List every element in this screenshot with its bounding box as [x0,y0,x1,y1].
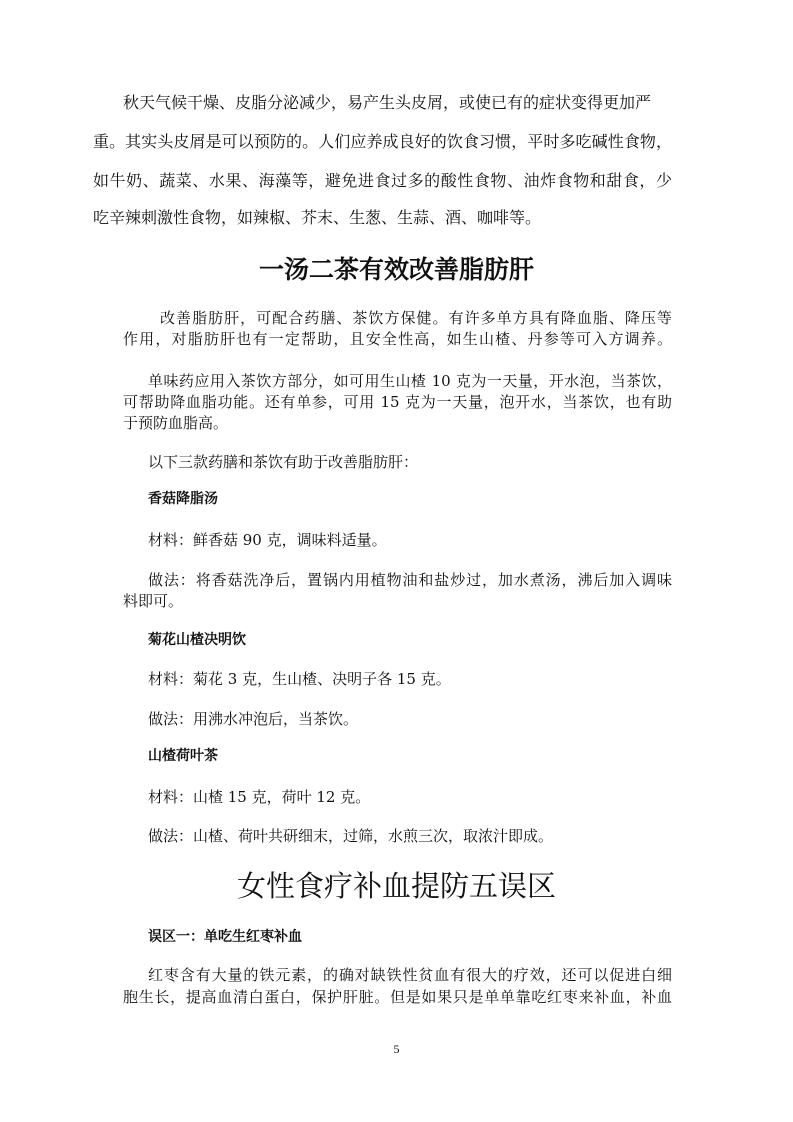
text-line: 可帮助降血脂功能。还有单参，可用 15 克为一天量，泡开水，当茶饮，也有助 [123,393,672,411]
recipe-method: 做法：用沸水冲泡后，当茶饮。 [148,710,359,728]
recipe-materials: 材料：鲜香菇 90 克，调味料适量。 [148,531,387,549]
recipe-method: 做法：山楂、荷叶共研细末，过筛，水煎三次，取浓汁即成。 [148,827,554,845]
recipe-method: 做法：将香菇洗净后，置锅内用植物油和盐炒过，加水煮汤，沸后加入调味 [148,571,672,589]
text-line: 秋天气候干燥、皮脂分泌减少，易产生头皮屑，或使已有的症状变得更加严 [123,93,652,112]
section-title: 女性食疗补血提防五误区 [236,869,556,903]
recipe-materials: 材料：山楂 15 克，荷叶 12 克。 [148,788,371,806]
text-line: 重。其实头皮屑是可以预防的。人们应养成良好的饮食习惯，平时多吃碱性食物， [93,132,672,151]
text-line: 以下三款药膳和茶饮有助于改善脂肪肝： [148,453,419,471]
recipe-method: 料即可。 [123,592,184,610]
subheading: 误区一：单吃生红枣补血 [148,929,302,945]
text-line: 红枣含有大量的铁元素，的确对缺铁性贫血有很大的疗效，还可以促进白细 [148,966,672,984]
text-line: 作用，对脂肪肝也有一定帮助，且安全性高，如生山楂、丹参等可入方调养。 [123,330,672,348]
text-line: 于预防血脂高。 [123,414,229,432]
text-line: 单味药应用入茶饮方部分，如可用生山楂 10 克为一天量，开水泡，当茶饮， [148,372,672,390]
recipe-title: 香菇降脂汤 [148,491,218,507]
recipe-title: 菊花山楂决明饮 [148,632,246,648]
text-line: 如牛奶、蔬菜、水果、海藻等，避免进食过多的酸性食物、油炸食物和甜食，少 [93,171,672,190]
page-number: 5 [393,1042,400,1056]
text-line: 改善脂肪肝，可配合药膳、茶饮方保健。有许多单方具有降血脂、降压等 [160,309,672,327]
recipe-title: 山楂荷叶茶 [148,748,218,764]
text-line: 吃辛辣刺激性食物，如辣椒、芥末、生葱、生蒜、酒、咖啡等。 [93,208,542,227]
section-title: 一汤二茶有效改善脂肪肝 [258,255,534,284]
text-line: 胞生长，提高血清白蛋白，保护肝脏。但是如果只是单单靠吃红枣来补血，补血 [123,988,672,1006]
recipe-materials: 材料：菊花 3 克，生山楂、决明子各 15 克。 [148,670,451,688]
